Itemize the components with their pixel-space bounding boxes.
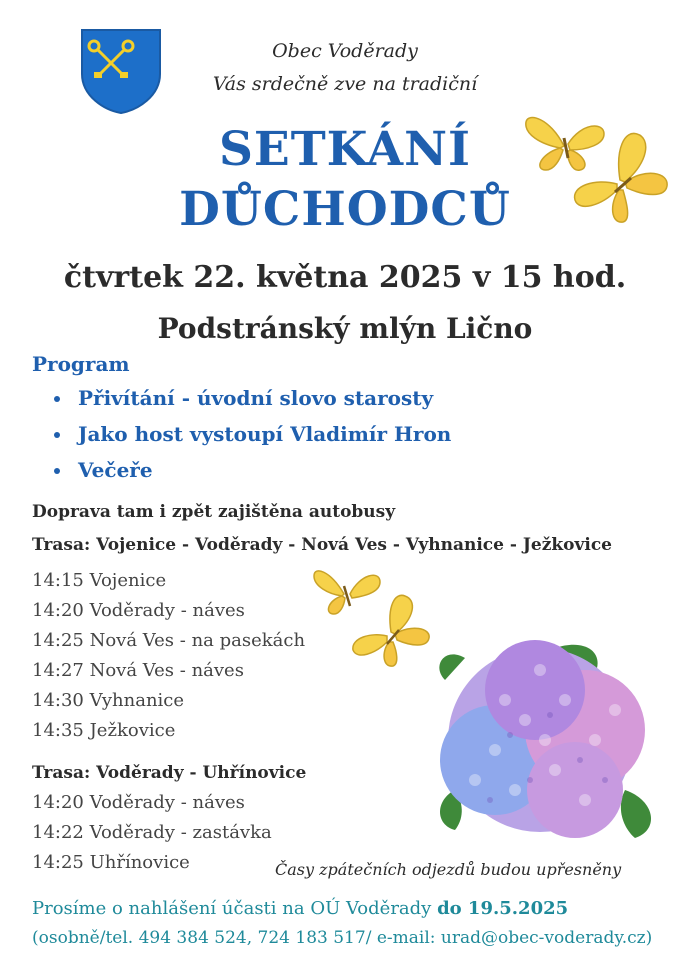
program-item: Večeře [32,452,451,488]
contact-line: (osobně/tel. 494 384 524, 724 183 517/ e-mail: urad@obec-voderady.cz) [32,928,653,948]
event-title-line1: SETKÁNÍ [218,122,472,177]
event-venue: Podstránský mlýn Lično [157,312,533,345]
list-item: 14:27 Nová Ves - náves [32,660,244,681]
event-title-line2: DŮCHODCŮ [179,182,511,237]
list-item: 14:25 Nová Ves - na pasekách [32,630,306,651]
registration-text: Prosíme o nahlášení účasti na OÚ Voděrady [32,898,438,919]
list-item: 14:30 Vyhnanice [32,690,185,711]
butterfly-icon [345,590,435,672]
route2-title: Trasa: Voděrady - Uhřínovice [32,763,307,783]
event-datetime: čtvrtek 22. května 2025 v 15 hod. [63,260,627,295]
transport-note: Doprava tam i zpět zajištěna autobusy [32,502,396,522]
program-list [32,380,451,488]
route1-title: Trasa: Vojenice - Voděrady - Nová Ves - Vyhnanice - Ježkovice [32,535,613,555]
return-times-note: Časy zpátečních odjezdů budou upřesněny [275,860,622,879]
list-item: 14:25 Uhřínovice [32,852,190,873]
registration-line [32,898,568,919]
list-item: 14:20 Voděrady - náves [32,600,245,621]
program-item: Přivítání - úvodní slovo starosty [32,380,451,416]
butterfly-icon [565,128,675,228]
list-item: 14:15 Vojenice [32,570,167,591]
registration-deadline: do 19.5.2025 [437,898,569,919]
municipality-crest-logo [80,28,162,114]
invitation-text: Vás srdečně zve na tradiční [212,73,478,95]
hydrangea-image [435,640,660,850]
municipality-name: Obec Voděrady [272,40,418,62]
route2-stops [32,788,272,878]
list-item: 14:35 Ježkovice [32,720,176,741]
list-item: 14:22 Voděrady - zastávka [32,822,272,843]
program-heading: Program [32,352,130,376]
program-item: Jako host vystoupí Vladimír Hron [32,416,451,452]
list-item: 14:20 Voděrady - náves [32,792,245,813]
route1-stops [32,566,305,746]
